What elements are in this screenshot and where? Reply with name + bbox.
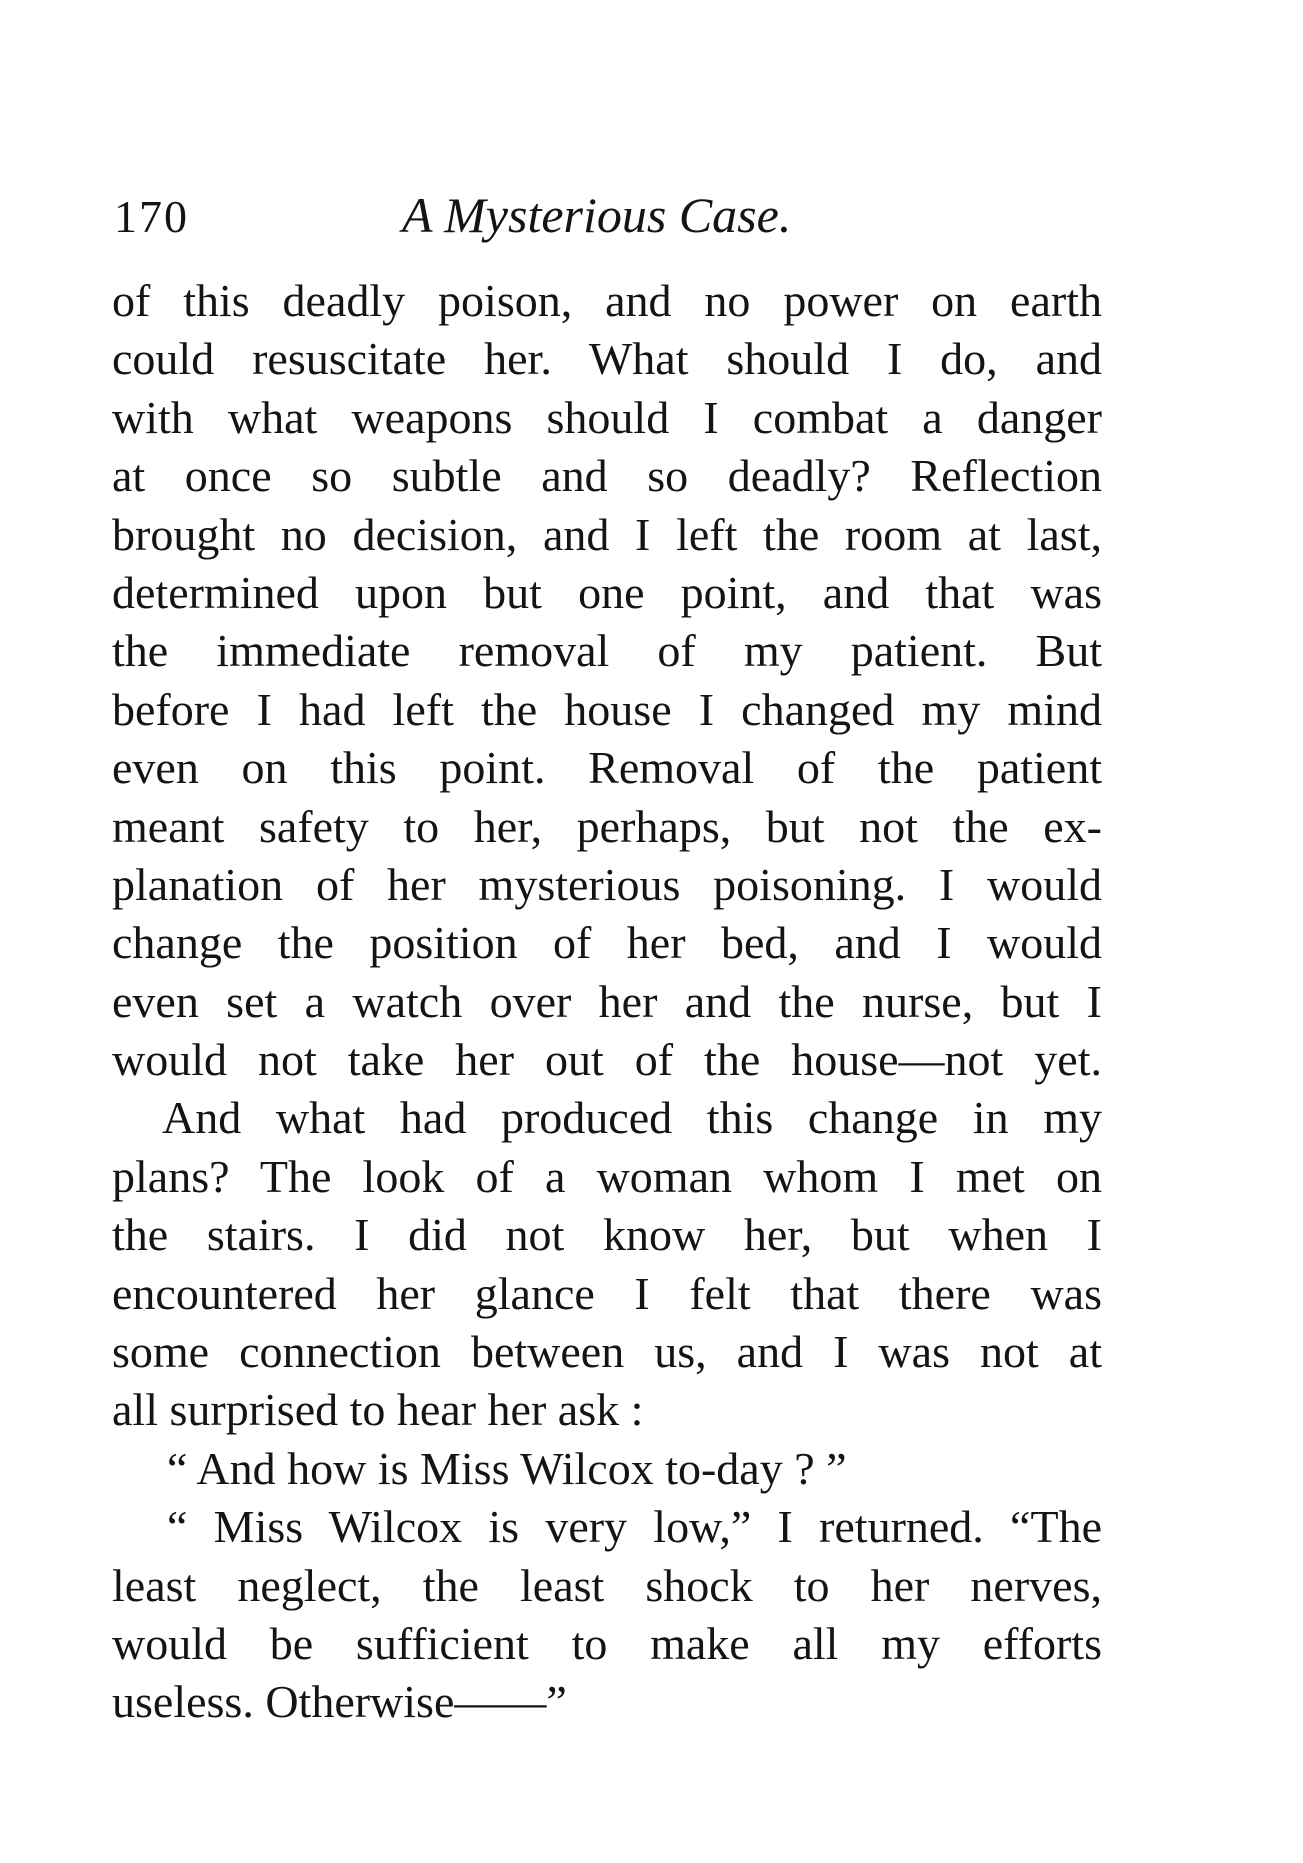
text-line: even set a watch over her and the nurse, but I bbox=[112, 975, 1102, 1027]
text-line: would not take her out of the house—not yet. bbox=[112, 1034, 1102, 1086]
text-line: determined upon but one point, and that was bbox=[112, 566, 1102, 618]
text-line: of this deadly poison, and no power on earth bbox=[112, 275, 1102, 326]
text-line: encountered her glance I felt that there was bbox=[112, 1267, 1102, 1319]
text-line: before I had left the house I changed my mind bbox=[112, 683, 1102, 735]
text-line: brought no decision, and I left the room at last, bbox=[112, 508, 1102, 560]
text-line: the stairs. I did not know her, but when I bbox=[112, 1209, 1102, 1261]
paragraph-start-line: And what had produced this change in my bbox=[162, 1092, 1102, 1144]
paragraph-end-line: useless. Otherwise——” bbox=[112, 1676, 567, 1728]
text-line: would be sufficient to make all my efforts bbox=[112, 1617, 1102, 1669]
text-line: change the position of her bed, and I would bbox=[112, 917, 1102, 969]
text-line: least neglect, the least shock to her nerves, bbox=[112, 1559, 1102, 1611]
text-line: the immediate removal of my patient. But bbox=[112, 625, 1102, 677]
dialogue-line: “ Miss Wilcox is very low,” I returned. “The bbox=[167, 1501, 1102, 1553]
running-head bbox=[112, 180, 1102, 250]
text-line: could resuscitate her. What should I do, and bbox=[112, 333, 1102, 385]
dialogue-line: “ And how is Miss Wilcox to-day ? ” bbox=[167, 1442, 847, 1494]
text-line: planation of her mysterious poisoning. I would bbox=[112, 858, 1102, 910]
text-line: meant safety to her, perhaps, but not the ex- bbox=[112, 800, 1102, 852]
body-text bbox=[112, 272, 1102, 1732]
text-line: with what weapons should I combat a danger bbox=[112, 391, 1102, 443]
running-title: A Mysterious Case. bbox=[402, 187, 792, 243]
text-line: even on this point. Removal of the patient bbox=[112, 742, 1102, 794]
text-line: at once so subtle and so deadly? Reflection bbox=[112, 450, 1102, 502]
page-number: 170 bbox=[114, 191, 189, 242]
text-line: some connection between us, and I was not at bbox=[112, 1326, 1102, 1378]
paragraph-end-line: all surprised to hear her ask : bbox=[112, 1384, 644, 1436]
text-line: plans? The look of a woman whom I met on bbox=[112, 1150, 1102, 1202]
